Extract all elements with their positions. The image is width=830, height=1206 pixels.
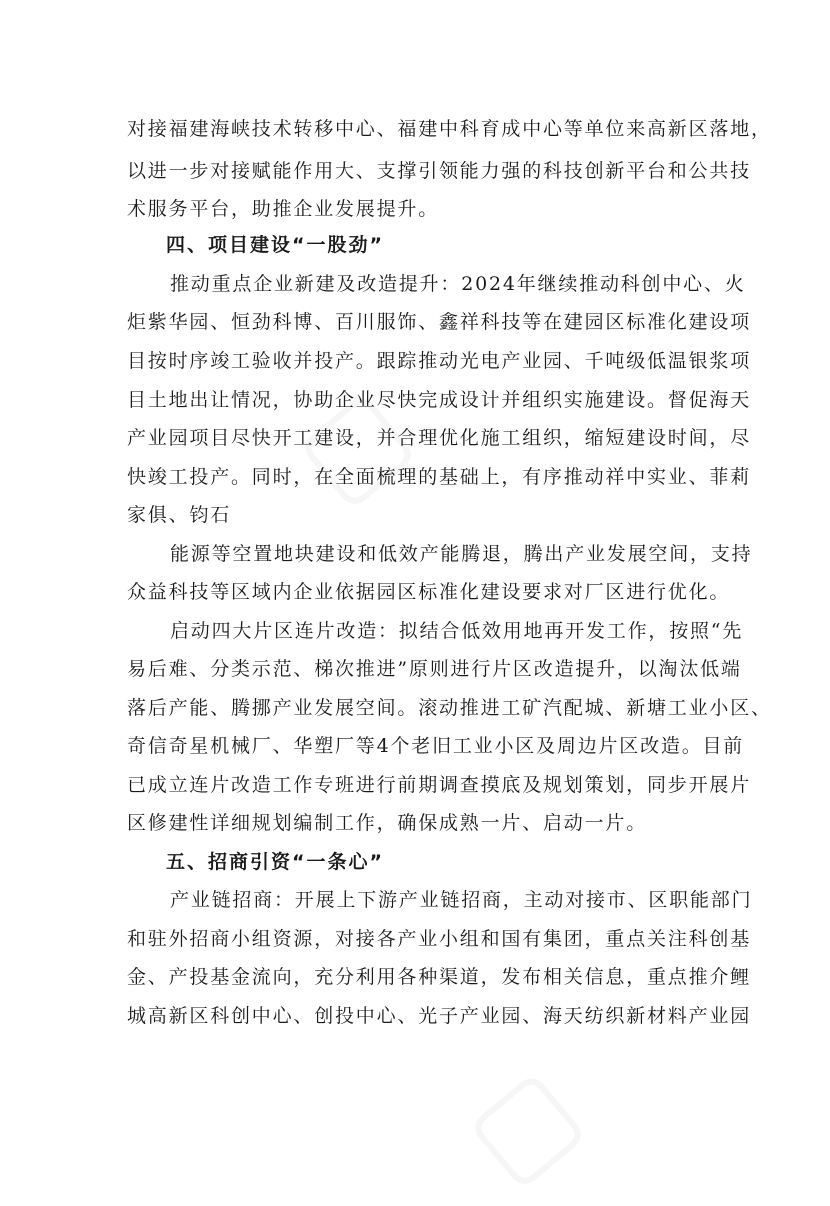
paragraph-line: 目土地出让情况，协助企业尽快完成设计并组织实施建设。督促海天 bbox=[127, 389, 752, 411]
paragraph-line: 启动四大片区连片改造：拟结合低效用地再开发工作，按照“先 bbox=[170, 620, 744, 642]
section-heading-project-construction: 四、项目建设“一股劲” bbox=[166, 234, 384, 256]
paragraph-line: 目按时序竣工验收并投产。跟踪推动光电产业园、千吨级低温银浆项 bbox=[127, 350, 752, 372]
paragraph-line: 家俱、钧石 bbox=[127, 504, 232, 526]
paragraph-line: 快竣工投产。同时，在全面梳理的基础上，有序推动祥中实业、菲莉 bbox=[127, 466, 752, 488]
paragraph-line: 落后产能、腾挪产业发展空间。滚动推进工矿汽配城、新塘工业小区、 bbox=[127, 697, 772, 719]
paragraph-line: 众益科技等区域内企业依据园区标准化建设要求对厂区进行优化。 bbox=[127, 581, 731, 603]
paragraph-line: 易后难、分类示范、梯次推进”原则进行片区改造提升，以淘汰低端 bbox=[127, 658, 742, 680]
paragraph-line: 以进一步对接赋能作用大、支撑引领能力强的科技创新平台和公共技 bbox=[127, 160, 752, 182]
paragraph-line: 城高新区科创中心、创投中心、光子产业园、海天纺织新材料产业园 bbox=[127, 1005, 752, 1027]
paragraph-line: 已成立连片改造工作专班进行前期调查摸底及规划策划，同步开展片 bbox=[127, 774, 752, 796]
paragraph-line: 金、产投基金流向，充分利用各种渠道，发布相关信息，重点推介鲤 bbox=[127, 966, 752, 988]
paragraph-line: 能源等空置地块建设和低效产能腾退，腾出产业发展空间，支持 bbox=[170, 543, 753, 565]
paragraph-line: 产业链招商：开展上下游产业链招商，主动对接市、区职能部门 bbox=[170, 889, 753, 911]
paragraph-line: 产业园项目尽快开工建设，并合理优化施工组织，缩短建设时间，尽 bbox=[127, 427, 752, 449]
paragraph-line: 奇信奇星机械厂、华塑厂等4个老旧工业小区及周边片区改造。目前 bbox=[127, 735, 745, 757]
paragraph-line: 推动重点企业新建及改造提升：2024年继续推动科创中心、火 bbox=[170, 273, 746, 295]
section-heading-investment-attraction: 五、招商引资“一条心” bbox=[166, 851, 384, 873]
paragraph-line: 炬紫华园、恒劲科博、百川服饰、鑫祥科技等在建园区标准化建设项 bbox=[127, 311, 752, 333]
paragraph-line: 和驻外招商小组资源，对接各产业小组和国有集团，重点关注科创基 bbox=[127, 928, 752, 950]
background-watermark-bottom bbox=[441, 1042, 603, 1206]
paragraph-line: 对接福建海峡技术转移中心、福建中科育成中心等单位来高新区落地， bbox=[127, 118, 772, 140]
paragraph-line: 区修建性详细规划编制工作，确保成熟一片、启动一片。 bbox=[127, 812, 648, 834]
paragraph-line: 术服务平台，助推企业发展提升。 bbox=[127, 198, 440, 220]
